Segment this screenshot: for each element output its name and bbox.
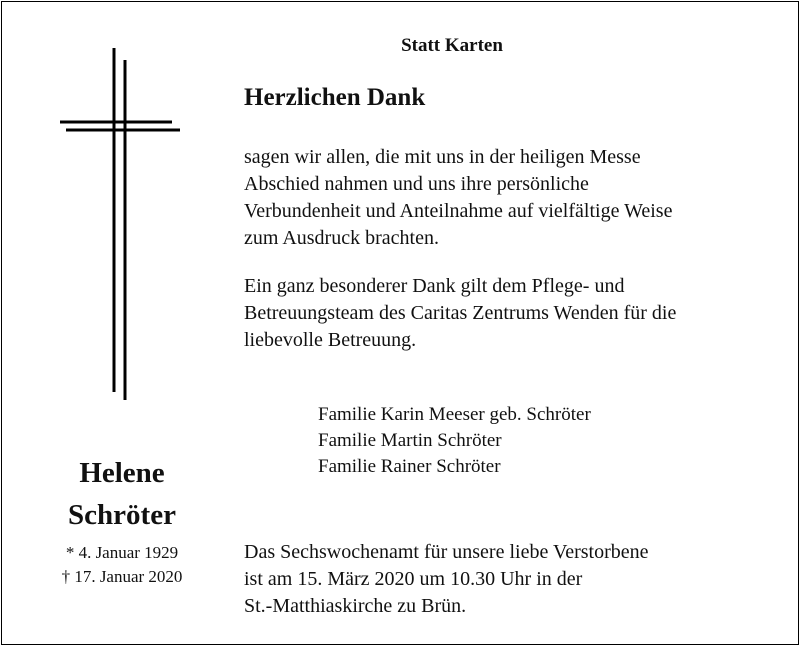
- deceased-last-name: Schröter: [68, 499, 176, 531]
- cross-icon: [2, 2, 202, 422]
- family-line: Familie Karin Meeser geb. Schröter: [318, 404, 591, 425]
- thanks-title: Herzlichen Dank: [244, 84, 426, 111]
- memorial-mass-paragraph: Das Sechswochenamt für unsere liebe Verstorbene ist am 15. März 2020 um 10.30 Uhr in der St.-Matthiaskirche zu Brün.: [244, 541, 649, 617]
- family-signatures: [318, 402, 591, 480]
- family-line: Familie Rainer Schröter: [318, 456, 501, 477]
- family-line: Familie Martin Schröter: [318, 430, 502, 451]
- special-thanks-paragraph: Ein ganz besonderer Dank gilt dem Pflege- und Betreuungsteam des Caritas Zentrums Wenden für die liebevolle Betreuung.: [244, 275, 677, 351]
- life-dates: [22, 541, 222, 589]
- thanks-paragraph: sagen wir allen, die mit uns in der heiligen Messe Abschied nahmen und uns ihre persönliche Verbundenheit und Anteilnahme auf vielfältige Weise zum Ausdruck brachten.: [244, 146, 673, 249]
- birth-date: * 4. Januar 1929: [65, 543, 179, 562]
- statt-karten-heading: Statt Karten: [401, 35, 503, 56]
- deceased-first-name: Helene: [79, 457, 165, 489]
- death-date: † 17. Januar 2020: [61, 567, 183, 586]
- obituary-card: [1, 1, 799, 645]
